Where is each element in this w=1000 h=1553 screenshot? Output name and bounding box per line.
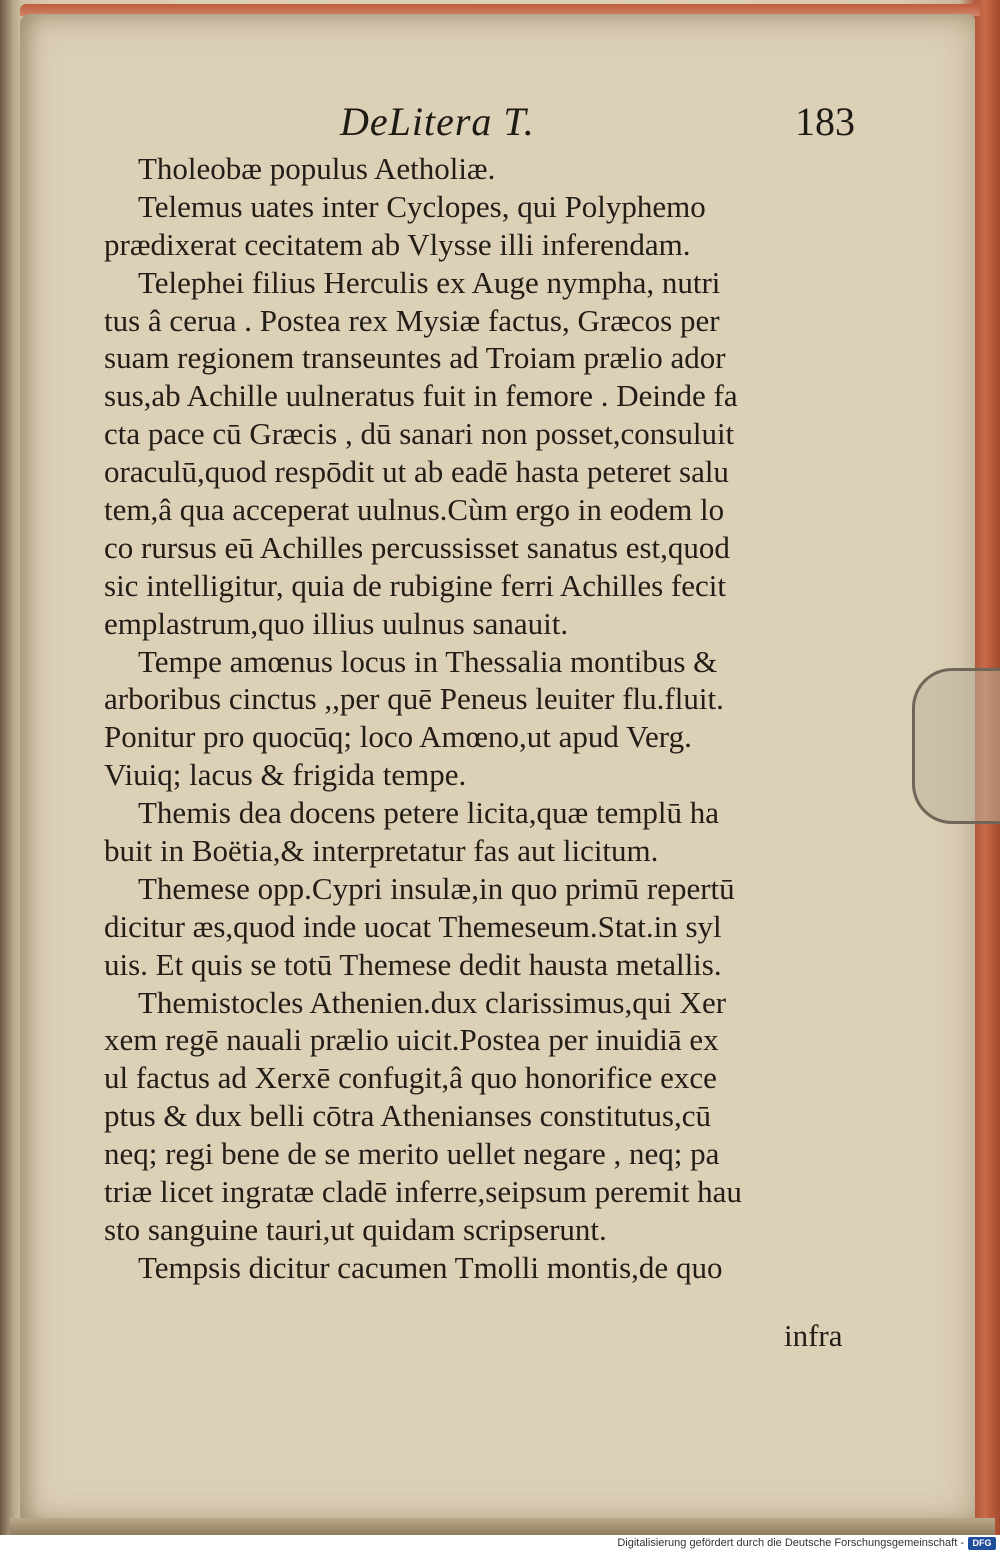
text-line: xem regē nauali prælio uicit.Postea per inuidiā ex [104, 1022, 719, 1058]
text-line: prædixerat cecitatem ab Vlysse illi inferendam. [104, 226, 691, 262]
text-line: uis. Et quis se totū Themese dedit hausta metallis. [104, 946, 722, 982]
text-line: Telemus uates inter Cyclopes, qui Polyphemo [138, 188, 706, 224]
text-line: suam regionem transeuntes ad Troiam prælio ador [104, 340, 726, 376]
text-line: dicitur æs,quod inde uocat Themeseum.Stat.in syl [104, 908, 722, 944]
text-line: ptus & dux belli cōtra Athenianses constitutus,cū [104, 1098, 711, 1134]
dfg-logo: DFG [968, 1537, 996, 1550]
text-line: tem,â qua acceperat uulnus.Cùm ergo in eodem lo [104, 492, 725, 528]
page-header [0, 98, 1000, 148]
text-line: Themese opp.Cypri insulæ,in quo primū repertū [138, 870, 735, 906]
running-title: DeLitera T. [340, 99, 535, 144]
text-line: emplastrum,quo illius uulnus sanauit. [104, 605, 569, 641]
text-line: co rursus eū Achilles percussisset sanatus est,quod [104, 529, 730, 565]
text-line: Themis dea docens petere licita,quæ templū ha [138, 795, 720, 831]
text-line: arboribus cinctus ,,per quē Peneus leuiter flu.fluit. [104, 681, 724, 717]
text-line: triæ licet ingratæ cladē inferre,seipsum peremit hau [104, 1174, 742, 1210]
text-line: ul factus ad Xerxē confugit,â quo honorifice exce [104, 1060, 717, 1096]
text-line: Tholeobæ populus Aetholiæ. [138, 151, 496, 186]
text-line: buit in Boëtia,& interpretatur fas aut licitum. [104, 833, 659, 869]
footer [0, 1535, 1000, 1553]
text-line: Viuiq; lacus & frigida tempe. [104, 757, 467, 793]
text-line: neq; regi bene de se merito uellet negare , neq; pa [104, 1136, 720, 1172]
funding-credit: Digitalisierung gefördert durch die Deutsche Forschungsgemeinschaft - [617, 1537, 964, 1549]
text-line: sic intelligitur, quia de rubigine ferri Achilles fecit [104, 567, 727, 603]
text-line: sto sanguine tauri,ut quidam scripserunt. [104, 1211, 607, 1247]
text-line: Themistocles Athenien.dux clarissimus,qui Xer [138, 984, 727, 1020]
text-line: oraculū,quod respōdit ut ab eadē hasta peteret salu [104, 454, 729, 490]
text-line: Tempsis dicitur cacumen Tmolli montis,de quo [138, 1249, 723, 1285]
page-clip [912, 668, 1000, 824]
text-block [104, 150, 864, 1287]
text-line: cta pace cū Græcis , dū sanari non posset,consuluit [104, 416, 735, 452]
text-line: sus,ab Achille uulneratus fuit in femore . Deinde fa [104, 378, 738, 414]
text-line: Ponitur pro quocūq; loco Amœno,ut apud Verg. [104, 719, 692, 755]
text-line: Tempe amœnus locus in Thessalia montibus & [138, 643, 718, 679]
catchword: infra [784, 1318, 843, 1353]
page-number: 183 [795, 99, 855, 144]
text-line: Telephei filius Herculis ex Auge nympha, nutri [138, 264, 721, 300]
page-bottom-edge [10, 1518, 995, 1535]
text-line: tus â cerua . Postea rex Mysiæ factus, Græcos per [104, 302, 720, 338]
